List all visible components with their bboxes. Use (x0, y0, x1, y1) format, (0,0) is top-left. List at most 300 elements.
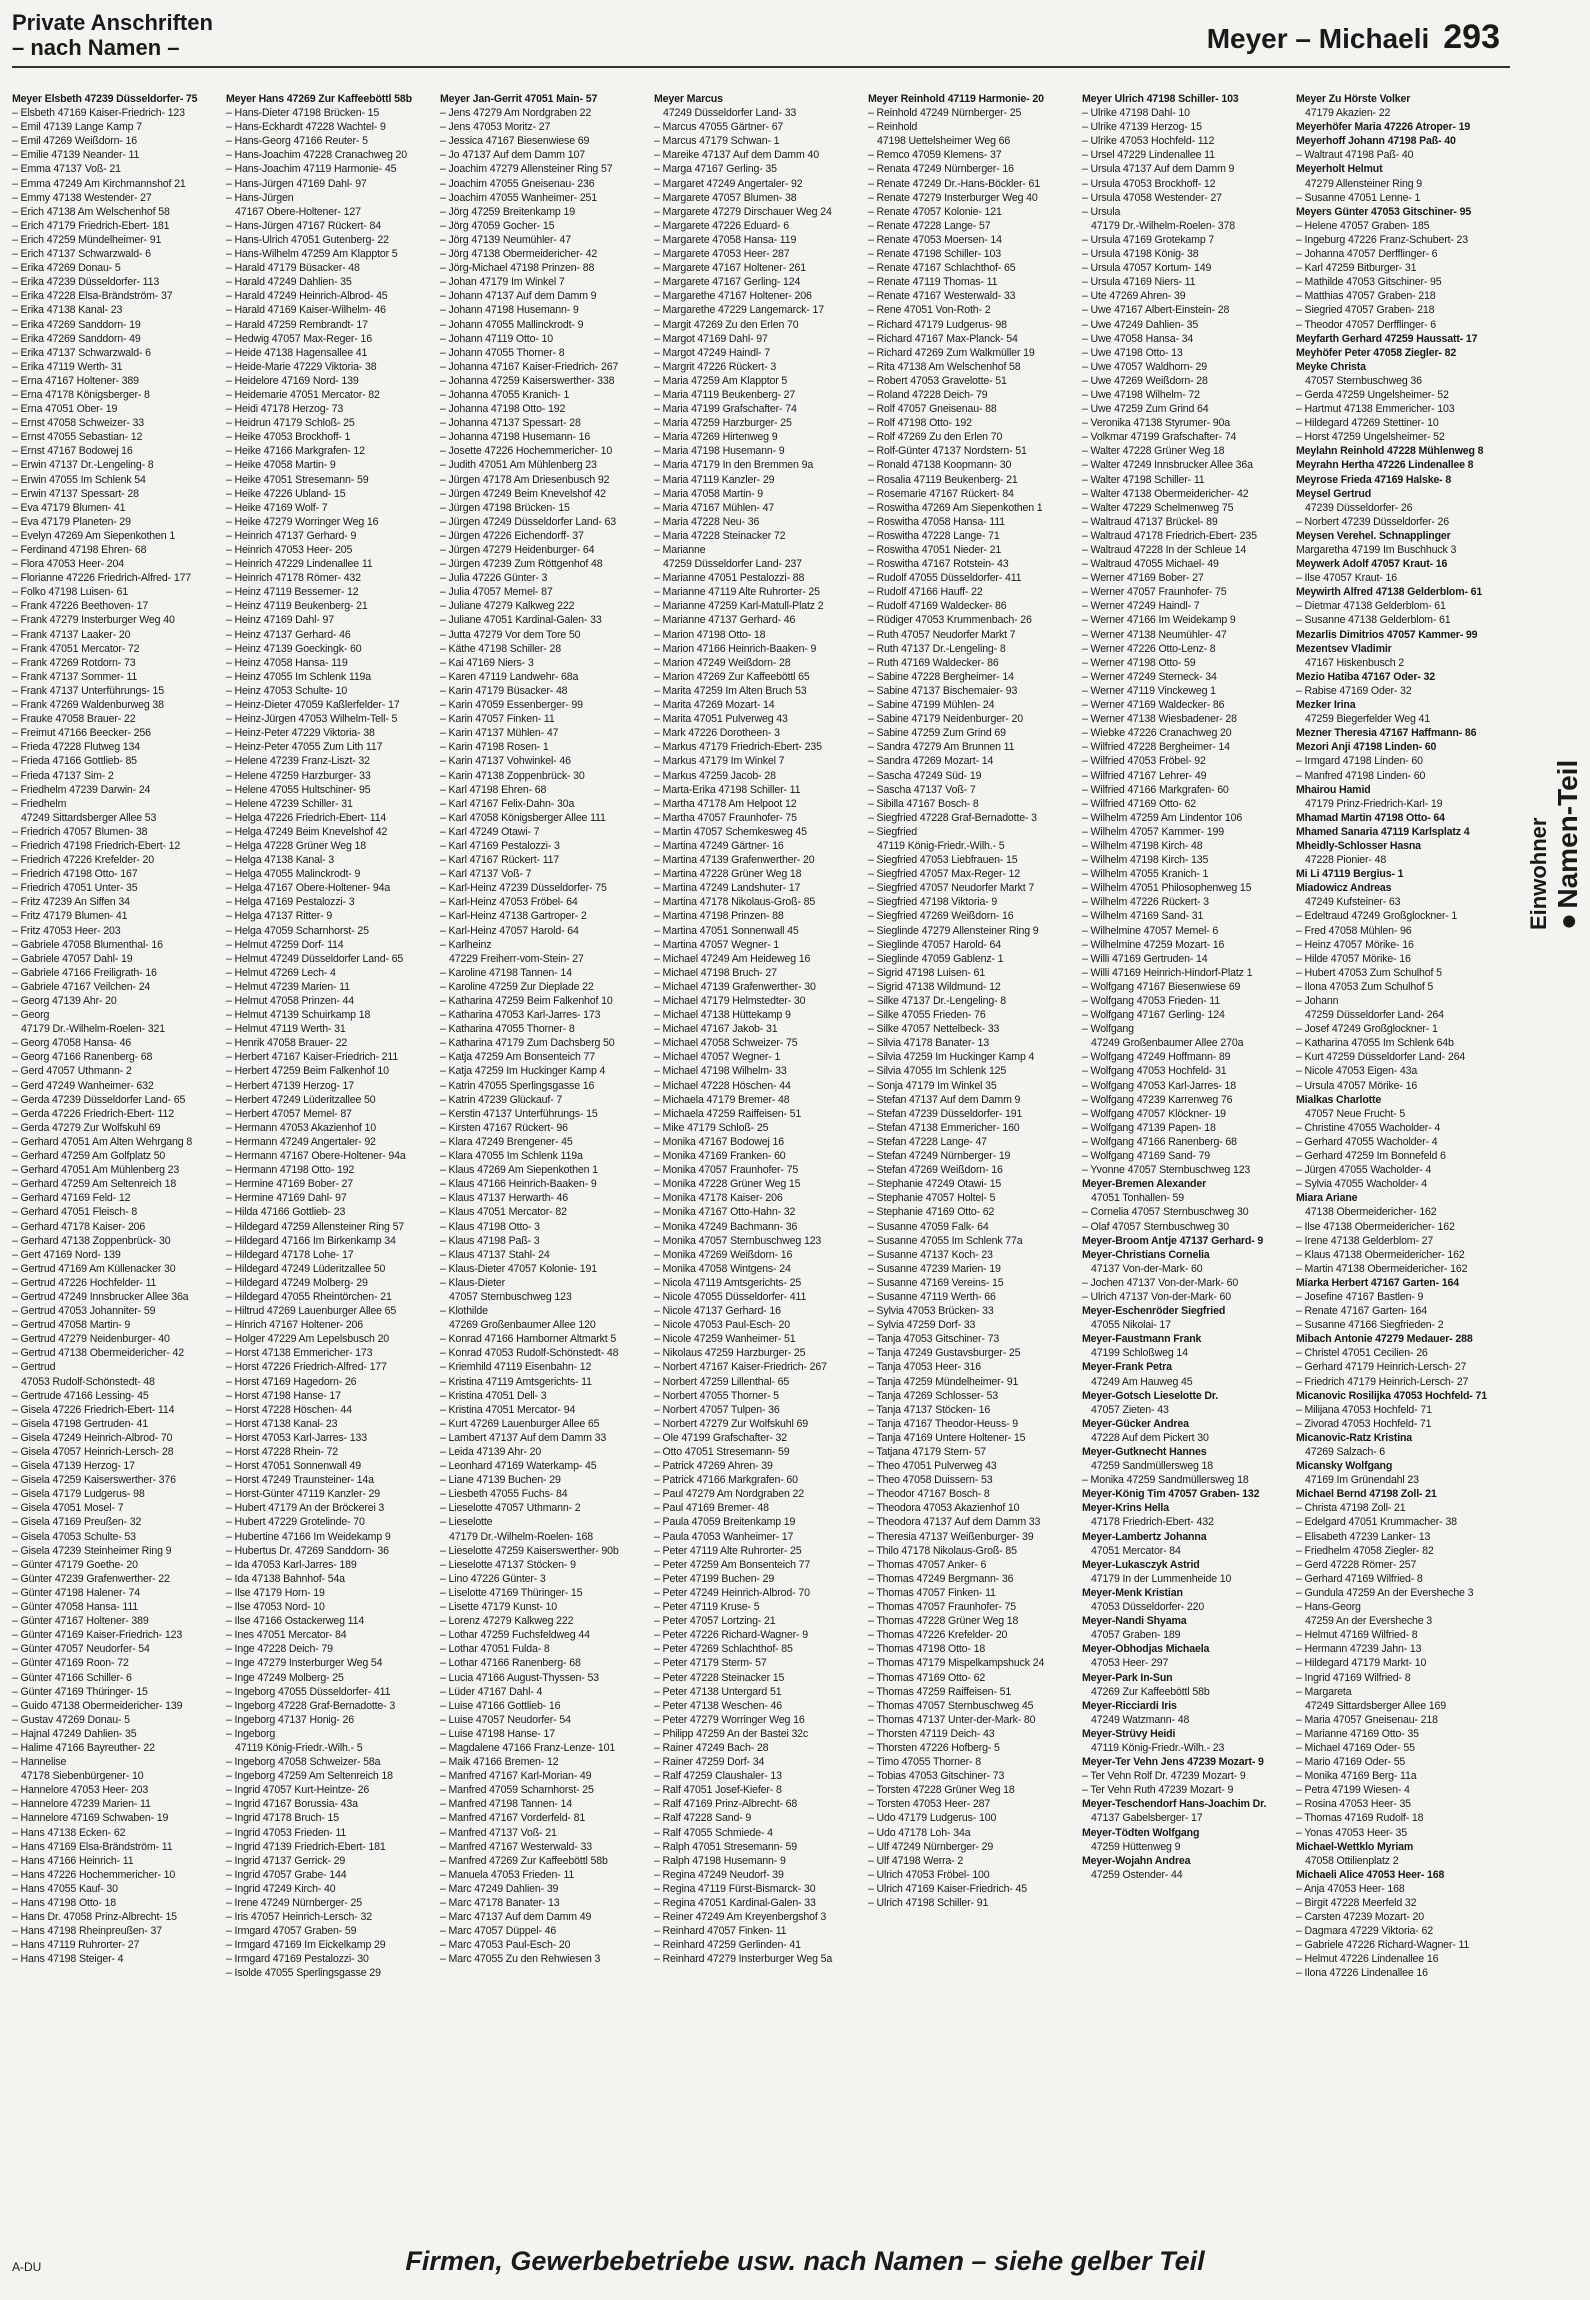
directory-entry: – Gerda 47279 Zur Wolfskuhl 69 (12, 1121, 161, 1134)
directory-entry: – Ilse 47053 Nord- 10 (226, 1601, 325, 1614)
directory-entry: – Werner 47166 Im Weidekamp 9 (1082, 614, 1236, 627)
directory-entry: – Hubert 47053 Zum Schulhof 5 (1296, 966, 1442, 979)
directory-entry: Meyer-Gücker Andrea (1082, 1417, 1189, 1430)
directory-entry: – Gerhard 47179 Heinrich-Lersch- 27 (1296, 1361, 1467, 1374)
directory-entry: – Elisabeth 47239 Lanker- 13 (1296, 1530, 1431, 1543)
directory-entry: – Katharina 47179 Zum Dachsberg 50 (440, 1037, 615, 1050)
directory-entry: 47053 Düsseldorfer- 220 (1091, 1601, 1205, 1614)
directory-entry: – Martin 47057 Schemkesweg 45 (654, 825, 807, 838)
directory-entry: – Nikolaus 47259 Harzburger- 25 (654, 1347, 806, 1360)
directory-entry: – Yvonne 47057 Sternbuschweg 123 (1082, 1164, 1251, 1177)
directory-entry: – Werner 47198 Otto- 59 (1082, 656, 1196, 669)
directory-entry: – Frank 47051 Mercator- 72 (12, 642, 140, 655)
directory-entry: – Werner 47226 Otto-Lenz- 8 (1082, 642, 1216, 655)
directory-entry: 47229 Freiherr-vom-Stein- 27 (449, 952, 584, 965)
directory-entry: – Jörg 47259 Breitenkamp 19 (440, 205, 575, 218)
directory-entry: – Thomas 47137 Unter-der-Mark- 80 (868, 1713, 1036, 1726)
directory-entry: – Michael 47198 Wilhelm- 33 (654, 1065, 787, 1078)
directory-entry: – Tanja 47167 Theodor-Heuss- 9 (868, 1417, 1018, 1430)
directory-entry: 47249 Sittardsberger Allee 169 (1305, 1699, 1446, 1712)
directory-entry: – Lisette 47179 Kunst- 10 (440, 1601, 557, 1614)
directory-entry: – Katja 47259 Im Huckinger Kamp 4 (440, 1065, 606, 1078)
directory-entry: 47228 Auf dem Pickert 30 (1091, 1431, 1209, 1444)
directory-entry: – Peter 47269 Schlachthof- 85 (654, 1643, 793, 1656)
directory-entry: – Margarete 47167 Holtener- 261 (654, 262, 807, 275)
directory-entry: – Tatjana 47179 Stern- 57 (868, 1446, 986, 1458)
directory-entry: – Heide 47138 Hagensallee 41 (226, 346, 368, 359)
directory-entry: – Waltraud 47178 Friedrich-Ebert- 235 (1082, 529, 1257, 542)
directory-entry: 47179 In der Lummenheide 10 (1091, 1572, 1232, 1585)
directory-entry: – Karoline 47198 Tannen- 14 (440, 966, 572, 979)
directory-entry: – Ingrid 47137 Gerrick- 29 (226, 1854, 346, 1867)
directory-entry: – Hannelore 47169 Schwaben- 19 (12, 1812, 169, 1825)
directory-entry: – Ralf 47055 Schmiede- 4 (654, 1826, 773, 1839)
directory-entry: – Heike 47226 Ubland- 15 (226, 487, 346, 500)
directory-entry: – Sascha 47249 Süd- 19 (868, 769, 982, 782)
directory-entry: – Tanja 47249 Gustavsburger- 25 (868, 1347, 1021, 1360)
directory-entry: – Monika 47228 Grüner Weg 15 (654, 1178, 801, 1191)
directory-entry: – Johanna 47137 Spessart- 28 (440, 417, 581, 430)
directory-entry: – Jens 47279 Am Nordgraben 22 (440, 107, 592, 120)
directory-entry: – Jürgen 47249 Düsseldorfer Land- 63 (440, 515, 616, 528)
directory-entry: – Gertrud 47279 Neidenburger- 40 (12, 1333, 170, 1346)
directory-entry: – Liesbeth 47055 Fuchs- 84 (440, 1488, 568, 1501)
directory-entry: 47179 Dr.-Wilhelm-Roelen- 168 (449, 1530, 594, 1543)
directory-entry: – Peter 47057 Lortzing- 21 (654, 1615, 776, 1628)
directory-entry: – Heike 47053 Brockhoff- 1 (226, 431, 351, 444)
directory-entry: – Wolfgang 47239 Karrenweg 76 (1082, 1093, 1233, 1106)
directory-entry: 47051 Mercator- 84 (1091, 1544, 1181, 1557)
directory-entry: – Elsbeth 47169 Kaiser-Friedrich- 123 (12, 107, 185, 120)
directory-entry: – Marc 47053 Paul-Esch- 20 (440, 1939, 571, 1952)
directory-entry: – Sonja 47179 Im Winkel 35 (868, 1079, 997, 1092)
directory-entry: Meyer-Eschenröder Siegfried (1082, 1305, 1226, 1318)
directory-entry: Meysen Verehel. Schnapplinger (1296, 529, 1451, 542)
directory-entry: 47259 Biegerfelder Weg 41 (1305, 713, 1431, 726)
directory-entry: – Thilo 47178 Nikolaus-Groß- 85 (868, 1544, 1017, 1557)
name-range-heading (1207, 18, 1500, 57)
directory-entry: – Helga 47167 Obere-Holtener- 94a (226, 882, 391, 895)
directory-entry: – Eva 47179 Blumen- 41 (12, 501, 126, 514)
directory-entry: 47058 Ottilienplatz 2 (1305, 1854, 1399, 1867)
directory-entry: Mezker Irina (1296, 699, 1356, 712)
directory-entry: – Sibilla 47167 Bosch- 8 (868, 797, 979, 810)
directory-entry: – Horst 47228 Höschen- 44 (226, 1403, 352, 1416)
directory-entry: – Maria 47057 Gneisenau- 218 (1296, 1713, 1438, 1726)
directory-entry: – Gertrud 47058 Martin- 9 (12, 1319, 131, 1332)
directory-entry: – Hubert 47179 An der Bröckerei 3 (226, 1502, 385, 1515)
directory-entry: – Monika 47178 Kaiser- 206 (654, 1192, 783, 1205)
directory-entry: – Manfred 47137 Voß- 21 (440, 1826, 557, 1839)
directory-entry: – Stefan 47138 Emmericher- 160 (868, 1121, 1020, 1134)
directory-entry: – Olaf 47057 Sternbuschweg 30 (1082, 1220, 1230, 1233)
directory-entry: – Tanja 47053 Heer- 316 (868, 1361, 981, 1374)
directory-entry: – Johann (1296, 995, 1339, 1007)
directory-entry: – Klaus 47051 Mercator- 82 (440, 1206, 567, 1219)
directory-entry: – Cornelia 47057 Sternbuschweg 30 (1082, 1206, 1249, 1219)
directory-entry: – Martina 47198 Prinzen- 88 (654, 910, 784, 923)
directory-entry: – Thomas 47198 Otto- 18 (868, 1643, 986, 1656)
directory-entry: – Ingrid 47053 Frieden- 11 (226, 1826, 347, 1839)
directory-entry: – Monika 47167 Bodowej 16 (654, 1135, 784, 1148)
directory-entry: – Ulrich 47169 Kaiser-Friedrich- 45 (868, 1882, 1028, 1895)
directory-entry: – Christel 47051 Cecilien- 26 (1296, 1347, 1428, 1360)
directory-entry: – Helene 47259 Harzburger- 33 (226, 769, 371, 782)
directory-entry: – Jürgen 47279 Heidenburger- 64 (440, 544, 595, 556)
directory-entry: – Gisela 47198 Gertruden- 41 (12, 1417, 148, 1430)
directory-entry: – Monika 47167 Otto-Hahn- 32 (654, 1206, 796, 1219)
directory-entry: – Konrad 47166 Hamborner Altmarkt 5 (440, 1333, 617, 1346)
directory-entry: – Wilfried 47228 Bergheimer- 14 (1082, 741, 1230, 754)
directory-entry: 47169 Im Grünendahl 23 (1305, 1474, 1419, 1487)
directory-entry: – Mario 47169 Oder- 55 (1296, 1756, 1406, 1769)
directory-entry: – Gabriele 47167 Veilchen- 24 (12, 980, 151, 993)
directory-entry: – Hans-Georg (1296, 1601, 1361, 1614)
directory-entry: – Roswitha 47269 Am Siepenkothen 1 (868, 501, 1043, 514)
directory-entry: 47167 Hiskenbusch 2 (1305, 656, 1405, 669)
directory-entry: Meyke Christa (1296, 360, 1366, 373)
directory-entry: – Jörg-Michael 47198 Prinzen- 88 (440, 262, 595, 275)
directory-entry: – Kristina 47051 Mercator- 94 (440, 1403, 576, 1416)
directory-entry: – Ursula 47198 König- 38 (1082, 248, 1199, 261)
directory-entry: – Lambert 47137 Auf dem Damm 33 (440, 1431, 607, 1444)
directory-entry: – Frauke 47058 Brauer- 22 (12, 713, 136, 726)
directory-entry: 47239 Düsseldorfer- 26 (1305, 501, 1413, 514)
directory-entry: – Helene 47055 Hultschiner- 95 (226, 783, 371, 796)
directory-entry: – Susanne 47055 Im Schlenk 77a (868, 1234, 1023, 1247)
directory-entry: – Roswitha 47051 Nieder- 21 (868, 544, 1002, 556)
directory-entry: – Jürgen 47055 Wacholder- 4 (1296, 1164, 1432, 1177)
directory-entry: Meyer-Krins Hella (1082, 1502, 1169, 1515)
directory-entry: – Manfred 47167 Karl-Morian- 49 (440, 1770, 592, 1783)
directory-entry: – Hildegard 47166 Im Birkenkamp 34 (226, 1234, 396, 1247)
directory-entry: – Sieglinde 47059 Gablenz- 1 (868, 952, 1004, 965)
directory-entry: – Helmut 47239 Marien- 11 (226, 980, 350, 993)
directory-entry: – Margarete 47058 Hansa- 119 (654, 233, 797, 246)
directory-entry: – Gerhard 47259 Im Bonnefeld 6 (1296, 1150, 1446, 1163)
directory-entry: – Michael 47179 Helmstedter- 30 (654, 995, 806, 1007)
directory-entry: Meyer-Faustmann Frank (1082, 1333, 1202, 1346)
directory-entry: – Gertrud 47226 Hochfelder- 11 (12, 1276, 157, 1289)
directory-entry: – Marianne (654, 544, 706, 556)
directory-entry: – Tobias 47053 Gitschiner- 73 (868, 1770, 1005, 1783)
directory-entry: – Martina 47178 Nikolaus-Groß- 85 (654, 896, 816, 909)
directory-entry: – Monika 47057 Fraunhofer- 75 (654, 1164, 799, 1177)
directory-entry: – Folko 47198 Luisen- 61 (12, 586, 128, 599)
directory-entry: – Monika 47058 Wintgens- 24 (654, 1262, 791, 1275)
directory-entry: – Ingrid 47249 Kirch- 40 (226, 1882, 336, 1895)
directory-entry: – Erna 47051 Ober- 19 (12, 403, 118, 416)
directory-entry: – Rabise 47169 Oder- 32 (1296, 684, 1412, 697)
directory-entry: 47053 Rudolf-Schönstedt- 48 (21, 1375, 155, 1388)
directory-entry: – Gerda 47239 Düsseldorfer Land- 65 (12, 1093, 186, 1106)
directory-entry: – Werner 47169 Waldecker- 86 (1082, 699, 1225, 712)
directory-entry: – Gisela 47053 Schulte- 53 (12, 1530, 136, 1543)
directory-entry: – Helmut 47119 Werth- 31 (226, 1023, 346, 1036)
directory-entry: – Ulrich 47198 Schiller- 91 (868, 1897, 989, 1909)
directory-entry: – Ursula 47057 Kortum- 149 (1082, 262, 1212, 275)
directory-entry: – Irmgard 47057 Graben- 59 (226, 1925, 357, 1938)
directory-entry: – Susanne 47119 Werth- 66 (868, 1290, 996, 1303)
directory-entry: – Horst 47053 Karl-Jarres- 133 (226, 1431, 367, 1444)
directory-entry: – Margarete 47167 Gerling- 124 (654, 276, 801, 289)
directory-entry: – Maria 47119 Beukenberg- 27 (654, 388, 796, 401)
directory-entry: – Judith 47051 Am Mühlenberg 23 (440, 459, 597, 472)
directory-entry: – Johanna 47167 Kaiser-Friedrich- 267 (440, 360, 619, 373)
directory-entry: – Helga 47138 Kanal- 3 (226, 854, 335, 867)
directory-entry: – Gerhard 47169 Feld- 12 (12, 1192, 131, 1205)
directory-entry: Meyer-Menk Kristian (1082, 1586, 1183, 1599)
directory-entry: – Karl 47167 Felix-Dahn- 30a (440, 797, 575, 810)
directory-entry: – Günter 47057 Neudorfer- 54 (12, 1643, 150, 1656)
directory-entry: 47249 Düsseldorfer Land- 33 (663, 107, 797, 120)
directory-entry: – Thomas 47179 Mispelkampshuck 24 (868, 1657, 1045, 1670)
directory-entry: – Thomas 47169 Otto- 62 (868, 1671, 986, 1684)
directory-entry: – Wilhelm 47169 Sand- 31 (1082, 910, 1204, 923)
directory-entry: – Sylvia 47055 Wacholder- 4 (1296, 1178, 1427, 1191)
directory-entry: – Heinz 47119 Bessemer- 12 (226, 586, 359, 599)
directory-entry: – Gerhard 47055 Wacholder- 4 (1296, 1135, 1438, 1148)
directory-entry: Meyer-Strüvy Heidi (1082, 1727, 1176, 1740)
directory-entry: – Wilhelm 47198 Kirch- 135 (1082, 854, 1209, 867)
directory-entry: – Rudolf 47169 Waldecker- 86 (868, 600, 1007, 613)
directory-entry: Mezner Theresia 47167 Haffmann- 86 (1296, 727, 1477, 740)
directory-entry: – Walter 47228 Grüner Weg 18 (1082, 445, 1225, 458)
directory-entry: – Hermann 47239 Jahn- 13 (1296, 1643, 1422, 1656)
directory-entry: – Gerhard 47169 Wilfried- 8 (1296, 1572, 1423, 1585)
directory-entry: – Herbert 47057 Memel- 87 (226, 1107, 352, 1120)
directory-entry: – Thomas 47057 Fraunhofer- 75 (868, 1601, 1016, 1614)
directory-entry: – Reinhard 47279 Insterburger Weg 5a (654, 1953, 833, 1966)
directory-entry: Meyer Marcus (654, 93, 723, 105)
directory-entry: – Stephanie 47249 Otawi- 15 (868, 1178, 1002, 1191)
directory-entry: – Georg 47166 Ranenberg- 68 (12, 1051, 153, 1064)
directory-entry: 47228 Pionier- 48 (1305, 854, 1387, 867)
directory-entry: – Gisela 47051 Mosel- 7 (12, 1502, 124, 1515)
directory-entry: 47198 Uettelsheimer Weg 66 (877, 135, 1011, 148)
directory-entry: – Wilfried 47167 Lehrer- 49 (1082, 769, 1207, 782)
directory-entry: – Marianne 47119 Alte Ruhrorter- 25 (654, 586, 820, 599)
directory-entry: – Timo 47055 Thorner- 8 (868, 1756, 981, 1769)
directory-entry: – Ingeborg 47137 Honig- 26 (226, 1713, 355, 1726)
directory-entry: Margaretha 47199 Im Buschhuck 3 (1296, 544, 1457, 556)
directory-entry: Meyers Günter 47053 Gitschiner- 95 (1296, 205, 1472, 218)
directory-entry: – Kerstin 47137 Unterführungs- 15 (440, 1107, 598, 1120)
directory-entry: – Hildegard 47249 Lüderitzallee 50 (226, 1262, 386, 1275)
directory-entry: – Katharina 47055 Im Schlenk 64b (1296, 1037, 1454, 1050)
directory-entry: – Martina 47228 Grüner Weg 18 (654, 868, 802, 881)
directory-entry: – Thomas 47169 Rudolf- 18 (1296, 1812, 1424, 1825)
directory-entry: – Theresia 47137 Weißenburger- 39 (868, 1530, 1034, 1543)
directory-entry: – Gertrud 47249 Innsbrucker Allee 36a (12, 1290, 189, 1303)
directory-entry: – Marion 47269 Zur Kaffeeböttl 65 (654, 670, 810, 683)
directory-entry: – Siegfried 47057 Max-Reger- 12 (868, 868, 1020, 881)
directory-entry: – Erwin 47137 Dr.-Lengeling- 8 (12, 459, 154, 472)
directory-entry: – Ruth 47137 Dr.-Lengeling- 8 (868, 642, 1006, 655)
directory-entry: – Maria 47119 Kanzler- 29 (654, 473, 775, 486)
directory-entry: – Karin 47138 Zoppenbrück- 30 (440, 769, 585, 782)
directory-entry: – Silke 47057 Nettelbeck- 33 (868, 1023, 1000, 1036)
directory-entry: – Ingrid 47057 Kurt-Heintze- 26 (226, 1784, 370, 1797)
directory-entry: – Werner 47057 Fraunhofer- 75 (1082, 586, 1227, 599)
directory-entry: – Herbert 47167 Kaiser-Friedrich- 211 (226, 1051, 399, 1064)
directory-entry: – Gerhard 47051 Am Mühlenberg 23 (12, 1164, 180, 1177)
directory-entry: – Heinz-Dieter 47059 Kaßlerfelder- 17 (226, 699, 400, 712)
directory-entry: – Maria 47179 In den Bremmen 9a (654, 459, 814, 472)
directory-entry: – Manfred 47167 Westerwald- 33 (440, 1840, 592, 1853)
directory-entry: – Isolde 47055 Sperlingsgasse 29 (226, 1967, 381, 1980)
directory-entry: – Hans-Georg 47166 Reuter- 5 (226, 135, 368, 148)
directory-entry: 47259 An der Eversheche 3 (1305, 1615, 1433, 1628)
directory-entry: – Heidemarie 47051 Mercator- 82 (226, 388, 380, 401)
directory-entry: – Eva 47179 Planeten- 29 (12, 515, 131, 528)
directory-entry: – Kurt 47269 Lauenburger Allee 65 (440, 1417, 600, 1430)
directory-entry: – Margarete 47226 Eduard- 6 (654, 219, 789, 232)
directory-entry: – Kristina 47119 Amtsgerichts- 11 (440, 1375, 592, 1388)
directory-entry: – Heinz 47119 Beukenberg- 21 (226, 600, 368, 613)
directory-entry: – Manfred 47198 Tannen- 14 (440, 1798, 572, 1811)
section-tab (1518, 600, 1583, 930)
directory-entry: – Jürgen 47198 Brücken- 15 (440, 501, 570, 514)
directory-entry: Michaeli Alice 47053 Heer- 168 (1296, 1868, 1445, 1881)
directory-entry: – Edeltraud 47249 Großglockner- 1 (1296, 910, 1458, 923)
directory-entry: – Magdalene 47166 Franz-Lenze- 101 (440, 1741, 616, 1754)
directory-entry: – Helmut 47058 Prinzen- 44 (226, 995, 355, 1007)
directory-entry: – Margarethe 47167 Holtener- 206 (654, 290, 812, 303)
directory-entry: – Lothar 47051 Fulda- 8 (440, 1643, 550, 1656)
directory-entry: – Iris 47057 Heinrich-Lersch- 32 (226, 1911, 372, 1924)
directory-entry: – Martina 47139 Grafenwerther- 20 (654, 854, 815, 867)
directory-entry: – Renata 47249 Nürnberger- 16 (868, 163, 1014, 176)
directory-entry: – Richard 47167 Max-Planck- 54 (868, 332, 1018, 345)
directory-entry: – Hans-Jürgen 47169 Dahl- 97 (226, 177, 367, 190)
directory-entry: – Johanna 47259 Kaiserswerther- 338 (440, 374, 615, 387)
directory-entry: – Karin 47198 Rosen- 1 (440, 741, 549, 754)
directory-entry: – Siegfried 47057 Neudorfer Markt 7 (868, 882, 1035, 895)
directory-entry: – Frank 47137 Sommer- 11 (12, 670, 138, 683)
directory-entry: – Wolfgang 47166 Ranenberg- 68 (1082, 1135, 1237, 1148)
directory-entry: – Herbert 47139 Herzog- 17 (226, 1079, 355, 1092)
directory-entry: – Ralf 47051 Josef-Kiefer- 8 (654, 1784, 782, 1797)
directory-entry: – Margit 47269 Zu den Erlen 70 (654, 318, 799, 331)
directory-entry: – Erich 47138 Am Welschenhof 58 (12, 205, 170, 218)
directory-entry: – Frieda 47137 Sim- 2 (12, 769, 114, 782)
directory-entry: – Horst 47259 Ungelsheimer- 52 (1296, 431, 1445, 444)
directory-entry: – Hans 47138 Ecken- 62 (12, 1826, 126, 1839)
directory-entry: – Werner 47169 Bober- 27 (1082, 572, 1204, 585)
directory-entry: 47259 Düsseldorfer Land- 237 (663, 558, 802, 571)
directory-entry: – Patrick 47166 Markgrafen- 60 (654, 1474, 798, 1487)
directory-entry: – Sylvia 47259 Dorf- 33 (868, 1319, 976, 1332)
directory-entry: – Ulf 47198 Werra- 2 (868, 1854, 964, 1867)
directory-entry: Miara Ariane (1296, 1192, 1358, 1205)
directory-entry: – Marc 47055 Zu den Rehwiesen 3 (440, 1953, 601, 1966)
directory-entry: – Harald 47249 Heinrich-Albrod- 45 (226, 290, 388, 303)
directory-entry: – Ines 47051 Mercator- 84 (226, 1629, 347, 1642)
directory-entry: – Hans-Jürgen (226, 191, 294, 204)
directory-entry: – Ingeborg (226, 1727, 276, 1740)
directory-entry: – Ursula 47057 Mörike- 16 (1296, 1079, 1418, 1092)
directory-entry: – Ilse 47057 Kraut- 16 (1296, 572, 1397, 585)
bullet-icon: ● (1552, 913, 1583, 930)
directory-entry: – Ute 47269 Ahren- 39 (1082, 290, 1186, 303)
directory-entry: – Susanne 47051 Lenne- 1 (1296, 191, 1421, 204)
directory-entry: – Lieselotte 47137 Stöcken- 9 (440, 1558, 576, 1571)
directory-entry: – Josefine 47167 Bastlen- 9 (1296, 1290, 1424, 1303)
directory-entry: – Heidi 47178 Herzog- 73 (226, 403, 344, 416)
directory-entry: – Mathilde 47053 Gitschiner- 95 (1296, 276, 1442, 289)
directory-entry: – Theodora 47053 Akazienhof 10 (868, 1502, 1020, 1515)
directory-entry: – Markus 47179 Im Winkel 7 (654, 755, 785, 768)
directory-entry: – Jörg 47139 Neumühler- 47 (440, 233, 571, 246)
directory-entry: – Werner 47138 Neumühler- 47 (1082, 628, 1227, 641)
directory-entry: – Friedrich 47198 Friedrich-Ebert- 12 (12, 839, 181, 852)
directory-entry: – Hans-Wilhelm 47259 Am Klapptor 5 (226, 248, 398, 261)
directory-entry: – Hildegard 47178 Lohe- 17 (226, 1248, 354, 1261)
directory-entry: – Jürgen 47178 Am Driesenbusch 92 (440, 473, 610, 486)
directory-entry: – Thorsten 47119 Deich- 43 (868, 1727, 995, 1740)
directory-entry: – Christa 47198 Zoll- 21 (1296, 1502, 1406, 1515)
directory-entry: – Katharina 47259 Beim Falkenhof 10 (440, 995, 613, 1007)
directory-entry: – Hubertine 47166 Im Weidekamp 9 (226, 1530, 391, 1543)
directory-entry: – Karin 47137 Mühlen- 47 (440, 727, 559, 740)
directory-entry: – Emilie 47139 Neander- 11 (12, 149, 140, 162)
directory-entry: – Hans-Jürgen 47167 Rückert- 84 (226, 219, 381, 232)
directory-entry: – Ulrich 47053 Fröbel- 100 (868, 1868, 990, 1881)
directory-entry: – Hans 47169 Elsa-Brändström- 11 (12, 1840, 173, 1853)
directory-entry: – Jens 47053 Moritz- 27 (440, 121, 551, 134)
directory-entry: Meyfarth Gerhard 47259 Haussatt- 17 (1296, 332, 1478, 345)
directory-entry: – Ingrid 47057 Grabe- 144 (226, 1868, 347, 1881)
directory-entry: – Markus 47179 Friedrich-Ebert- 235 (654, 741, 822, 754)
directory-entry: – Hans-Eckhardt 47228 Wachtel- 9 (226, 121, 386, 134)
directory-entry: – Karl 47137 Voß- 7 (440, 868, 532, 881)
directory-entry: Mibach Antonie 47279 Medauer- 288 (1296, 1333, 1473, 1346)
directory-entry: – Jo 47137 Auf dem Damm 107 (440, 149, 585, 162)
directory-entry: – Margot 47169 Dahl- 97 (654, 332, 768, 345)
directory-entry: – Monika 47249 Bachmann- 36 (654, 1220, 798, 1233)
directory-entry: – Ursula 47058 Westender- 27 (1082, 191, 1222, 204)
directory-entry: – Stefan 47228 Lange- 47 (868, 1135, 987, 1148)
directory-entry: – Karl 47259 Bitburger- 31 (1296, 262, 1417, 275)
directory-entry: – Richard 47179 Ludgerus- 98 (868, 318, 1007, 331)
directory-entry: – Johann 47055 Mallinckrodt- 9 (440, 318, 584, 331)
directory-entry: – Klaus-Dieter 47057 Kolonie- 191 (440, 1262, 598, 1275)
directory-entry: 47249 Watzmann- 48 (1091, 1713, 1190, 1726)
directory-entry: – Horst-Günter 47119 Kanzler- 29 (226, 1488, 380, 1501)
directory-entry: – Paula 47053 Wanheimer- 17 (654, 1530, 794, 1543)
directory-entry: – Margot 47249 Haindl- 7 (654, 346, 770, 359)
directory-entry: – Margarethe 47229 Langemarck- 17 (654, 304, 824, 317)
directory-entry: – Peter 47199 Buchen- 29 (654, 1572, 775, 1585)
directory-entry: – Rainer 47249 Bach- 28 (654, 1741, 769, 1754)
directory-entry: – Robert 47053 Gravelotte- 51 (868, 374, 1007, 387)
directory-entry: – Sabine 47137 Bischemaier- 93 (868, 684, 1018, 697)
directory-entry: – Günter 47239 Grafenwerther- 22 (12, 1572, 170, 1585)
directory-entry: – Hans-Dieter 47198 Brücken- 15 (226, 107, 380, 120)
directory-entry: – Heike 47166 Markgrafen- 12 (226, 445, 365, 458)
directory-entry: – Sandra 47269 Mozart- 14 (868, 755, 994, 768)
directory-entry: – Markus 47259 Jacob- 28 (654, 769, 776, 782)
directory-entry: 47119 König-Friedr.-Wilh.- 5 (877, 839, 1005, 852)
directory-entry: – Klaus 47137 Herwarth- 46 (440, 1192, 569, 1205)
directory-entry: – Edelgard 47051 Krummacher- 38 (1296, 1516, 1457, 1529)
directory-entry: – Frank 47269 Rotdorn- 73 (12, 656, 136, 669)
directory-entry: 47179 Akazien- 22 (1305, 107, 1391, 120)
directory-entry: – Milijana 47053 Hochfeld- 71 (1296, 1403, 1432, 1416)
directory-entry: – Thomas 47259 Raiffeisen- 51 (868, 1685, 1012, 1698)
directory-entry: Meywerk Adolf 47057 Kraut- 16 (1296, 558, 1448, 571)
